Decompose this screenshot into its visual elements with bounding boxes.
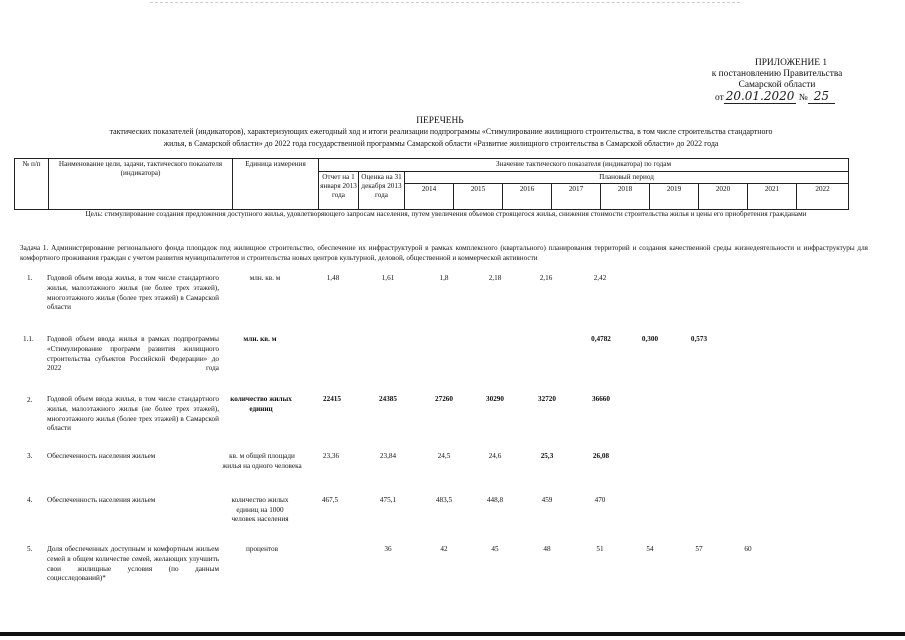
row-value: 0,4782	[591, 335, 611, 343]
row-value: 0,573	[690, 335, 708, 343]
header-year: 2017	[552, 183, 601, 209]
row-value: 470	[594, 496, 606, 504]
annex-line2: Самарской области	[738, 80, 816, 90]
row-value: 467,5	[321, 496, 339, 504]
row-unit: количество жилых единиц на 1000 человек населения	[231, 496, 289, 524]
row-value: 23,36	[322, 452, 340, 460]
row-value: 24,6	[488, 452, 502, 460]
heading-title: ПЕРЕЧЕНЬ	[416, 116, 464, 126]
row-value: 24385	[379, 395, 397, 403]
row-value: 1,61	[381, 274, 395, 282]
row-value: 25,3	[540, 452, 554, 460]
row-name: Годовой объем ввода жилья в рамках подпрограммы «Стимулирование программ развития жилищного строительства субъектов Российской Федерации» до 2022 года	[47, 335, 219, 373]
row-value: 30290	[486, 395, 504, 403]
row-value: 26,08	[592, 452, 610, 460]
scan-bottom-edge	[0, 632, 905, 636]
header-year: 2018	[601, 183, 650, 209]
heading-line2: жилья, в Самарской области» до 2022 года государственной программы Самарской области «Развитие жилищного строительства в Самарской области» до 2022 года	[163, 139, 719, 148]
row-num: 1.	[27, 274, 33, 282]
goal-text: Цель: стимулирование создания предложения доступного жилья, удовлетворяющего запросам населения, путем увеличения объемов строящегося жилья, снижения стоимости строительства жилья и цены его приобретения гражданами	[85, 210, 807, 218]
row-unit: количество жилых единиц	[230, 395, 292, 413]
header-year: 2021	[748, 183, 797, 209]
row-value: 2,42	[593, 274, 607, 282]
row-unit: млн. кв. м	[243, 335, 277, 343]
header-unit: Единица измерения	[233, 159, 319, 210]
row-name: Доля обеспеченных доступным и комфортным жильем семей в общем количестве семей, желающих улучшить свои жилищные условия (по данным социсследований)*	[47, 545, 219, 583]
row-value: 2,16	[539, 274, 553, 282]
row-name: Годовой объем ввода жилья, в том числе стандартного жилья, малоэтажного жилья (не более трех этажей), многоэтажного жилья (более трех этажей) в Самарской области	[47, 274, 219, 312]
row-value: 48	[543, 545, 551, 553]
row-value: 36	[384, 545, 392, 553]
row-value: 45	[491, 545, 499, 553]
header-year: 2014	[405, 183, 454, 209]
row-name: Годовой объем ввода жилья, в том числе стандартного жилья, малоэтажного жилья (не более трех этажей), многоэтажного жилья (более трех этажей) в Самарской области	[47, 395, 219, 433]
header-name: Наименование цели, задачи, тактического показателя (индикатора)	[49, 159, 233, 210]
row-value: 448,8	[486, 496, 504, 504]
annex-line1: к постановлению Правительства	[711, 69, 843, 79]
header-report: Отчет на 1 января 2013 года	[319, 172, 359, 210]
row-value: 0,300	[641, 335, 659, 343]
indicator-table-header	[14, 158, 849, 210]
annex-date	[698, 91, 852, 104]
row-unit: кв. м общей площади жилья на одного человека	[222, 452, 302, 470]
row-value: 51	[596, 545, 604, 553]
row-value: 57	[695, 545, 703, 553]
row-unit: млн. кв. м	[249, 274, 281, 282]
row-value: 22415	[323, 395, 341, 403]
header-estimate: Оценка на 31 декабря 2013 года	[359, 172, 405, 210]
row-value: 2,18	[488, 274, 502, 282]
row-num: 5.	[27, 545, 33, 553]
row-value: 27260	[435, 395, 453, 403]
header-year: 2015	[454, 183, 503, 209]
header-year: 2019	[650, 183, 699, 209]
row-value: 483,5	[435, 496, 453, 504]
header-values: Значение тактического показателя (индикатора) по годам	[319, 159, 849, 172]
row-value: 42	[440, 545, 448, 553]
row-value: 54	[646, 545, 654, 553]
annex-block	[702, 58, 852, 104]
row-value: 459	[541, 496, 553, 504]
header-year: 2016	[503, 183, 552, 209]
row-value: 1,48	[326, 274, 340, 282]
row-num: 4.	[27, 496, 33, 504]
header-planned: Плановый период	[405, 172, 849, 184]
annex-number-handwritten: 25	[808, 89, 835, 104]
annex-date-prefix: от	[715, 93, 724, 103]
row-num: 2.	[27, 396, 33, 404]
annex-number-prefix: №	[798, 93, 808, 103]
header-year: 2020	[699, 183, 748, 209]
annex-title: ПРИЛОЖЕНИЕ 1	[754, 58, 828, 68]
row-value: 475,1	[379, 496, 397, 504]
row-value: 36660	[592, 395, 610, 403]
row-num: 1.1.	[23, 335, 34, 343]
row-value: 1,8	[439, 274, 449, 282]
row-value: 32720	[538, 395, 556, 403]
row-value: 23,84	[379, 452, 397, 460]
scan-top-edge	[150, 2, 740, 3]
row-value: 60	[744, 545, 752, 553]
row-value: 24,5	[437, 452, 451, 460]
header-year: 2022	[797, 183, 849, 209]
row-name: Обеспеченность населения жильем	[47, 496, 156, 504]
row-num: 3.	[27, 452, 33, 460]
task-text: Задача 1. Администрирование регионального фонда площадок под жилищное строительство, обеспечение их инфраструктурой в рамках комплексного (квартального) планирования территорий и создания качественной среды жизнедеятельности и инфраструктуры для комфортного проживания граждан с учетом развития муниципалитетов и строительства новых центров культурной, деловой, общественной и коммерческой активности	[20, 244, 868, 262]
header-num: № п/п	[15, 159, 49, 210]
annex-date-handwritten: 20.01.2020	[725, 89, 795, 103]
heading-line1: тактических показателей (индикаторов), характеризующих ежегодный ход и итоги реализации подпрограммы «Стимулирование жилищного строительства, в том числе строительства стандартного	[109, 127, 773, 136]
row-unit: процентов	[246, 545, 278, 553]
row-name: Обеспеченность населения жильем	[47, 452, 156, 460]
